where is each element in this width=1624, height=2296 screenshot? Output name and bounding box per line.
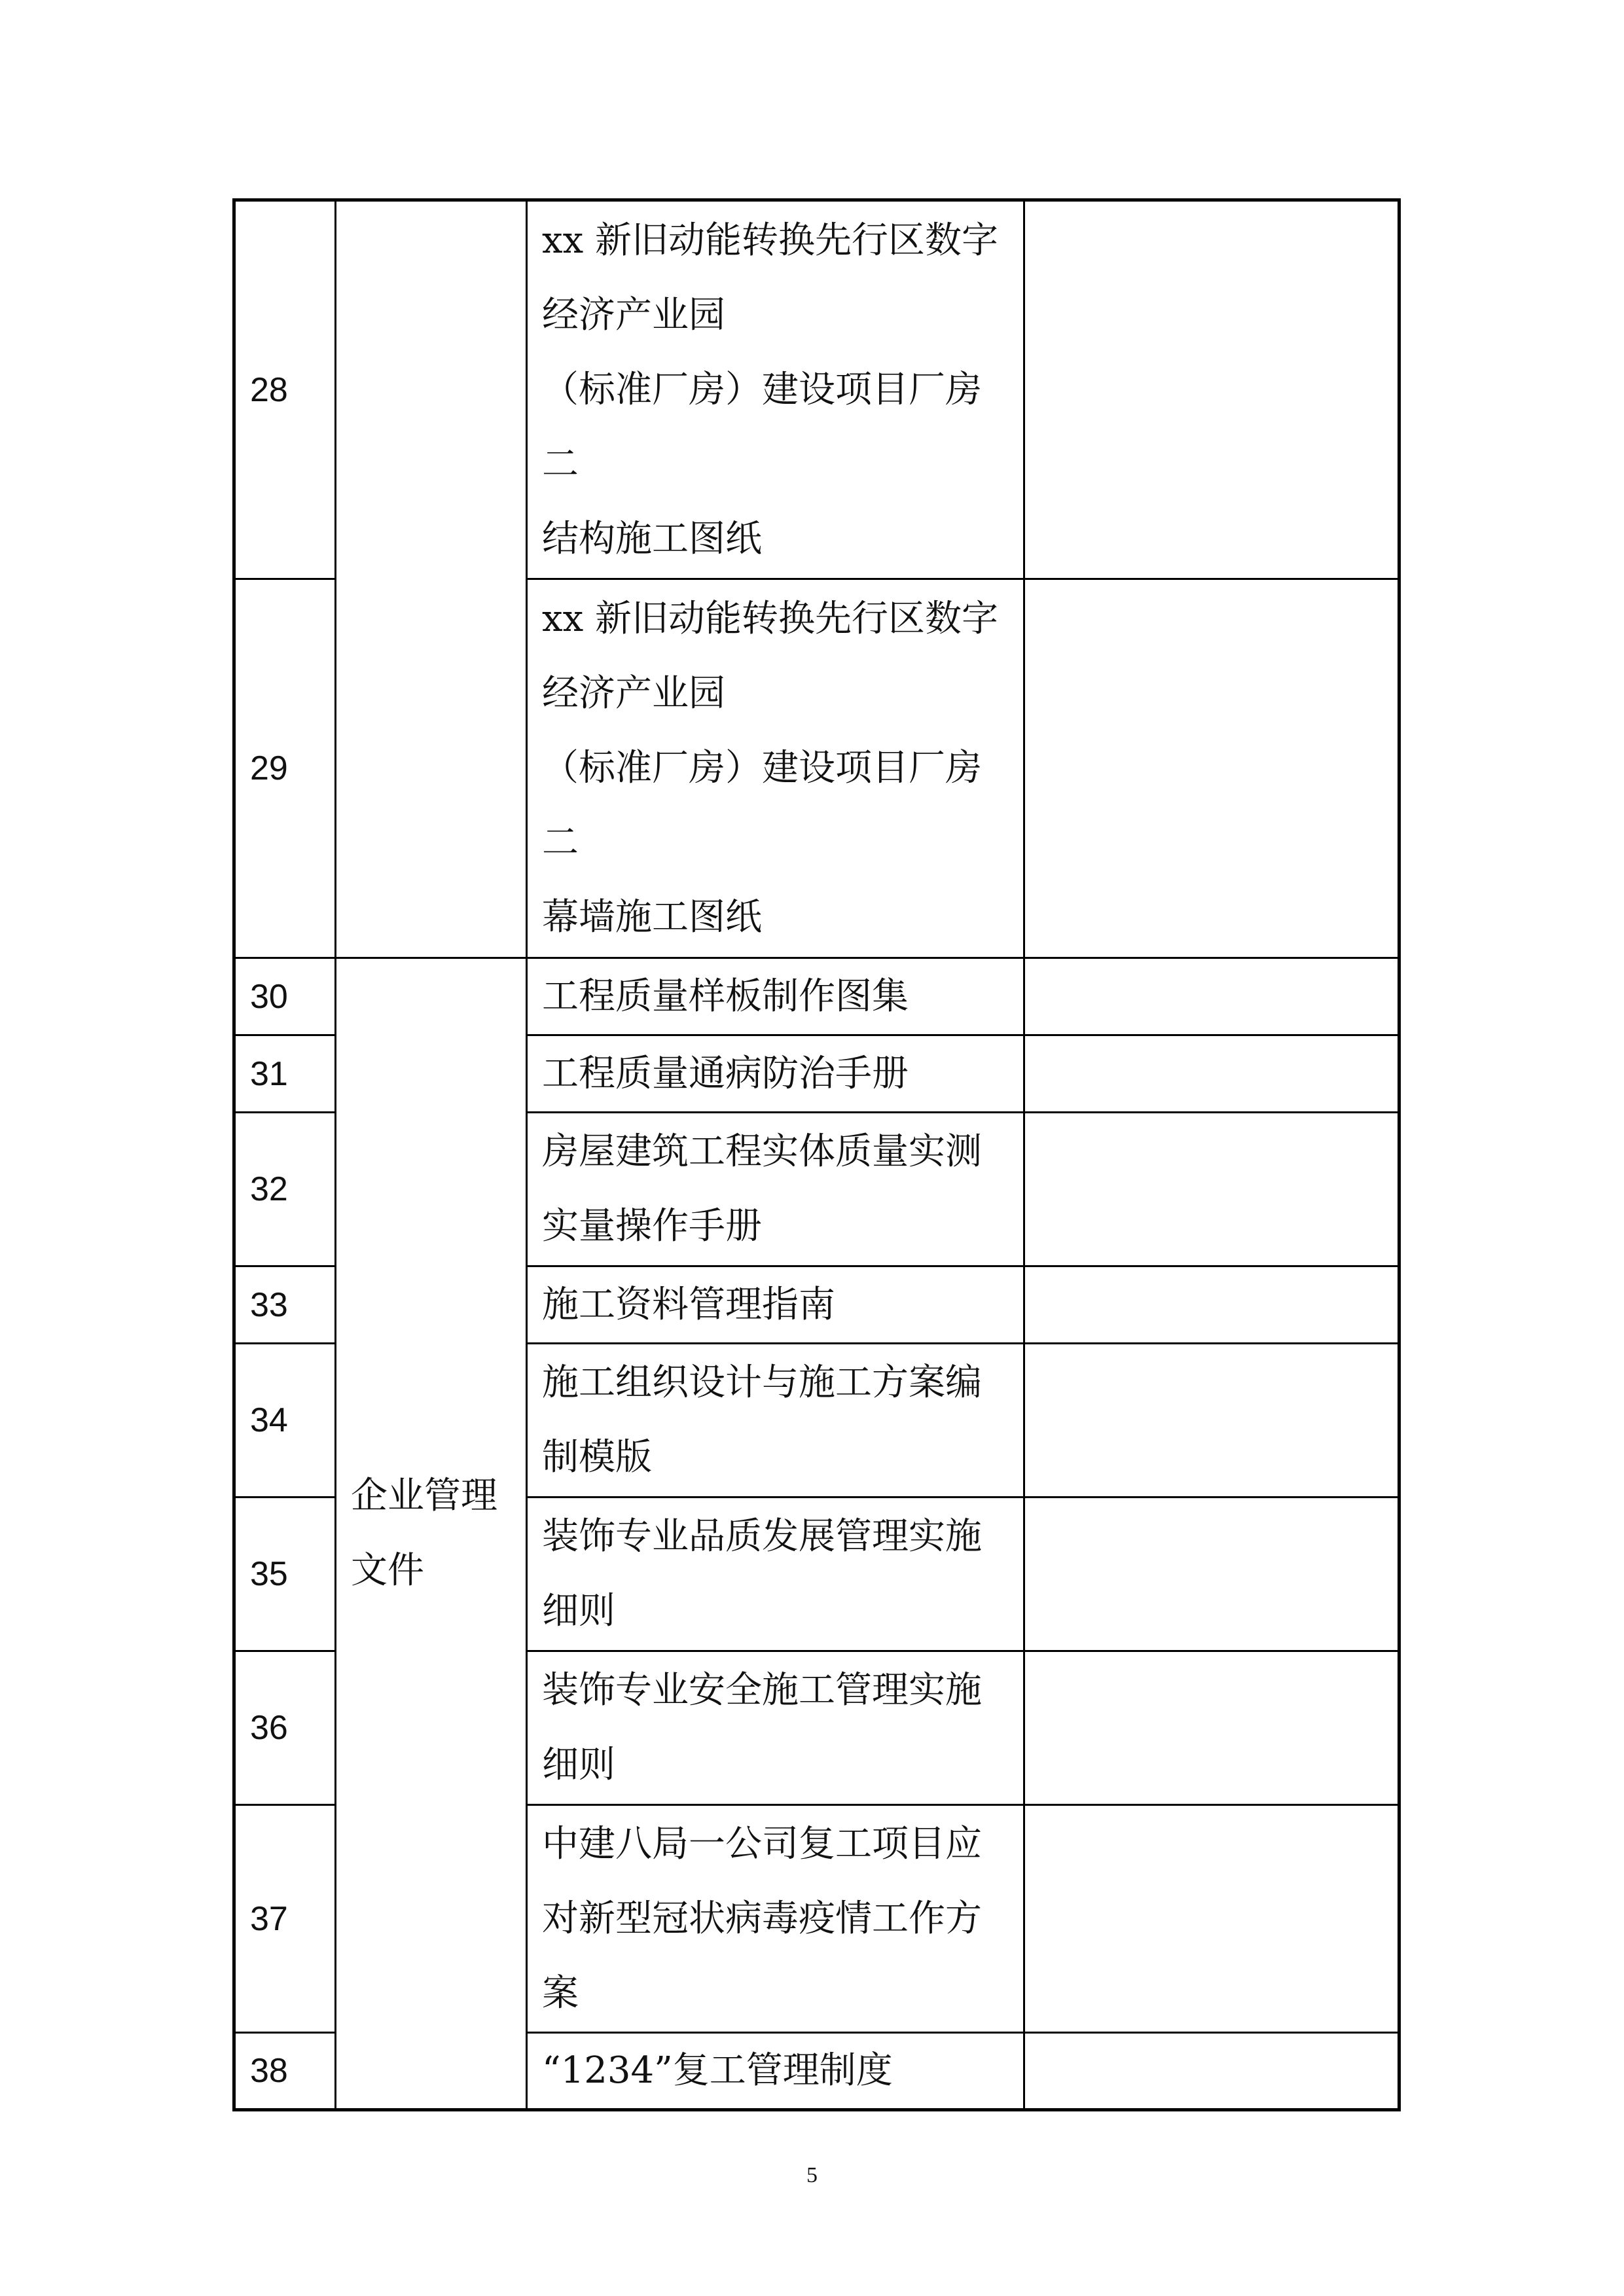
document-title: 工程质量样板制作图集 (527, 958, 1024, 1035)
row-number: 30 (234, 958, 336, 1035)
row-number: 38 (234, 2033, 336, 2110)
document-title: “1234”复工管理制度 (527, 2033, 1024, 2110)
remarks-cell (1024, 579, 1399, 958)
row-number: 28 (234, 200, 336, 579)
row-number: 33 (234, 1266, 336, 1344)
row-number: 29 (234, 579, 336, 958)
document-list-table (232, 198, 1401, 2111)
document-title: 施工资料管理指南 (527, 1266, 1024, 1344)
page-number: 5 (806, 2163, 818, 2187)
row-number: 35 (234, 1498, 336, 1651)
remarks-cell (1024, 1113, 1399, 1266)
table-row (234, 958, 1399, 1035)
remarks-cell (1024, 1266, 1399, 1344)
row-number: 32 (234, 1113, 336, 1266)
remarks-cell (1024, 1344, 1399, 1498)
category-cell: 企业管理 文件 (336, 958, 527, 2110)
row-number: 37 (234, 1805, 336, 2033)
document-title: 中建八局一公司复工项目应 对新型冠状病毒疫情工作方 案 (527, 1805, 1024, 2033)
document-title: xx 新旧动能转换先行区数字 经济产业园 （标准厂房）建设项目厂房 二 幕墙施工图纸 (527, 579, 1024, 958)
category-cell (336, 200, 527, 958)
table-row (234, 200, 1399, 579)
row-number: 34 (234, 1344, 336, 1498)
remarks-cell (1024, 2033, 1399, 2110)
document-title: 装饰专业品质发展管理实施 细则 (527, 1498, 1024, 1651)
document-title: 工程质量通病防治手册 (527, 1035, 1024, 1113)
remarks-cell (1024, 1035, 1399, 1113)
document-title: 施工组织设计与施工方案编 制模版 (527, 1344, 1024, 1498)
remarks-cell (1024, 1651, 1399, 1805)
remarks-cell (1024, 200, 1399, 579)
document-title: 装饰专业安全施工管理实施 细则 (527, 1651, 1024, 1805)
remarks-cell (1024, 1498, 1399, 1651)
remarks-cell (1024, 1805, 1399, 2033)
row-number: 36 (234, 1651, 336, 1805)
document-title: 房屋建筑工程实体质量实测 实量操作手册 (527, 1113, 1024, 1266)
document-title: xx 新旧动能转换先行区数字 经济产业园 （标准厂房）建设项目厂房 二 结构施工图纸 (527, 200, 1024, 579)
row-number: 31 (234, 1035, 336, 1113)
remarks-cell (1024, 958, 1399, 1035)
